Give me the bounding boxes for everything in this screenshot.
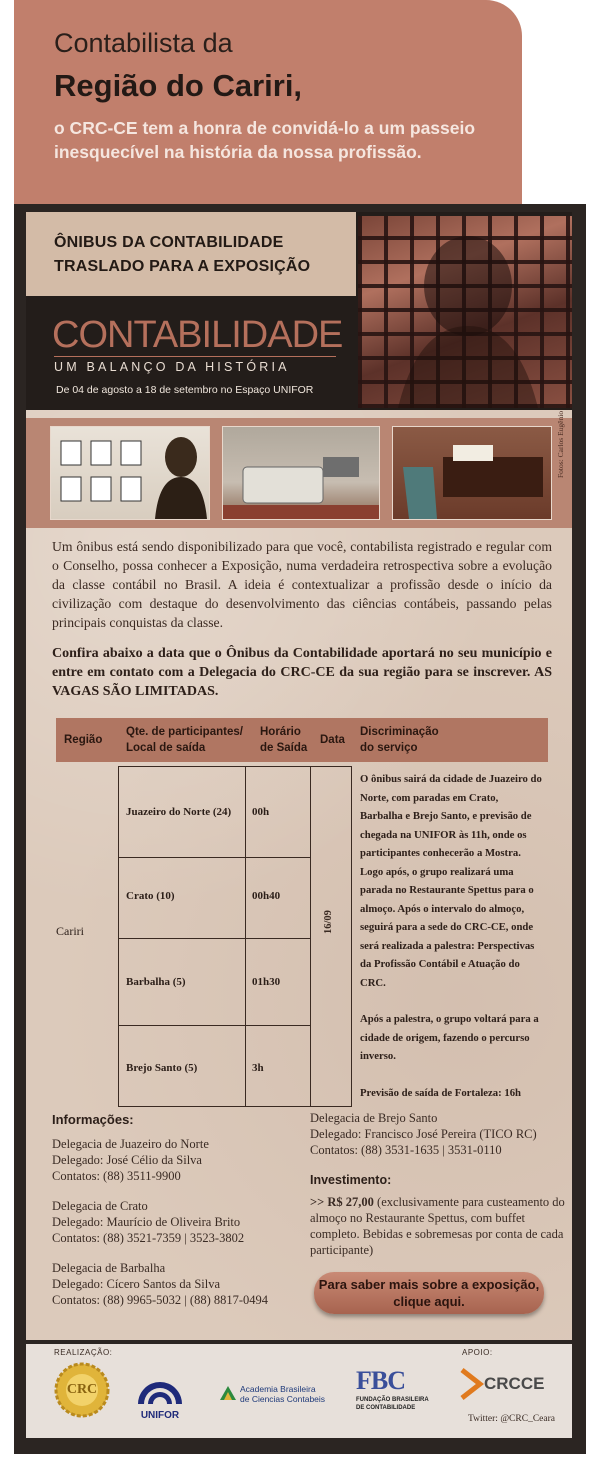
- delegacia-name: Delegacia de Juazeiro do Norte: [52, 1137, 209, 1151]
- th-qte: [126, 724, 243, 756]
- table-row-time: 00h: [252, 806, 270, 818]
- desc-paragraph-2: Após a palestra, o grupo voltará para a cidade de origem, fazendo o percurso inverso.: [360, 1013, 539, 1062]
- photo-strip: [26, 410, 572, 528]
- delegacia-name: Delegacia de Barbalha: [52, 1261, 166, 1275]
- learn-more-button[interactable]: [314, 1272, 544, 1314]
- crcce-text: CRCCE: [484, 1374, 545, 1393]
- exhibit-subtitle: UM BALANÇO DA HISTÓRIA: [54, 360, 290, 374]
- th-disc-line2: do serviço: [360, 742, 418, 754]
- exhibit-divider: [54, 356, 336, 357]
- info-title: Informações:: [52, 1112, 134, 1127]
- desc-paragraph-1: O ônibus sairá da cidade de Juazeiro do Norte, com paradas em Crato, Barbalha e Brejo Santo, e previsão de chegada na UNIFOR às 11h, onde os participantes conhecerão a Mostra. Logo após, o grupo realizará uma parada no Restaurante Spettus para o almoço. Após o intervalo do almoço, seguirá para a sede do CRC-CE, onde será realizada a palestra: Perspectivas da Profissão Contábil e Atuação do CRC.: [360, 773, 542, 989]
- exhibit-dates: De 04 de agosto a 18 de setembro no Espaço UNIFOR: [56, 384, 314, 396]
- header-line2: Região do Cariri,: [54, 68, 303, 103]
- contatos: Contatos: (88) 3521-7359 | 3523-3802: [52, 1231, 245, 1245]
- unifor-text: UNIFOR: [140, 1410, 180, 1421]
- region-cell: Cariri: [56, 924, 84, 938]
- th-horario: [260, 724, 307, 756]
- crc-seal-logo: [54, 1362, 110, 1423]
- abc-logo: [218, 1384, 326, 1409]
- th-disc-line1: Discriminação: [360, 726, 439, 738]
- date-cell: 16/09: [323, 910, 334, 934]
- investimento-price: >> R$ 27,00: [310, 1195, 374, 1209]
- fbc-logo: [356, 1366, 429, 1412]
- th-regiao: Região: [64, 734, 103, 746]
- th-horario-line1: Horário: [260, 726, 301, 738]
- sponsor-footer: [26, 1344, 572, 1438]
- intro-paragraph: Um ônibus está sendo disponibilizado para que você, contabilista registrado e regular com o Conselho, possa conhecer a Exposição, numa verdadeira retrospectiva sobre a evolução da classe contábil no Brasil. A ideia é contextualizar a profissão desde o início da civilização com destaque do desenvolvimento das ciências contábeis, passando pelas principais conquistas da classe.: [52, 539, 552, 630]
- th-data: Data: [320, 734, 345, 746]
- investimento-title: Investimento:: [310, 1173, 392, 1187]
- desc-paragraph-3: Previsão de saída de Fortaleza: 16h: [360, 1086, 521, 1099]
- abc-text-line2: de Ciencias Contabeis: [240, 1394, 326, 1404]
- table-row: Crato (10): [126, 890, 175, 902]
- table-header: [56, 718, 548, 762]
- th-horario-line2: de Saída: [260, 742, 308, 754]
- delegacia-crato: [52, 1198, 292, 1246]
- cta-line1: Para saber mais sobre a exposição,: [318, 1277, 540, 1292]
- delegacia-name: Delegacia de Crato: [52, 1199, 148, 1213]
- delegado: Delegado: José Célio da Silva: [52, 1153, 202, 1167]
- apoio-label: APOIO:: [462, 1348, 493, 1357]
- header-tab: [14, 0, 522, 214]
- confira-paragraph: Confira abaixo a data que o Ônibus da Contabilidade aportará no seu município e entre em contato com a Delegacia do CRC-CE da sua região para se inscrever. AS VAGAS SÃO LIMITADAS.: [52, 646, 552, 699]
- investimento-text: [310, 1194, 572, 1258]
- investimento-details: (exclusivamente para custeamento do almoço no Restaurante Spettus, com buffet completo. Bebidas e sobremesas por conta de cada participante): [310, 1195, 565, 1257]
- fbc-text-line1: FUNDAÇÃO BRASILEIRA: [356, 1397, 429, 1403]
- table-row-time: 01h30: [252, 976, 281, 988]
- fbc-text-line2: DE CONTABILIDADE: [356, 1405, 416, 1411]
- photo-credit: Fotos: Carlos Eugênio: [556, 410, 565, 478]
- contatos: Contatos: (88) 3531-1635 | 3531-0110: [310, 1143, 502, 1157]
- th-qte-line2: Local de saída: [126, 742, 206, 754]
- stained-glass-image: [358, 216, 572, 408]
- contatos: Contatos: (88) 3511-9900: [52, 1169, 181, 1183]
- crcce-logo: [458, 1366, 545, 1407]
- photo-desk-chair: [392, 426, 552, 520]
- table-row-time: 3h: [252, 1062, 264, 1074]
- delegado: Delegado: Cícero Santos da Silva: [52, 1277, 221, 1291]
- table-row: Brejo Santo (5): [126, 1062, 198, 1074]
- bus-title-line1: ÔNIBUS DA CONTABILIDADE: [54, 234, 284, 251]
- realizacao-label: REALIZAÇÃO:: [54, 1348, 113, 1357]
- abc-text: [240, 1384, 325, 1404]
- service-description: [360, 770, 542, 1102]
- delegado: Delegado: Francisco José Pereira (TICO RC): [310, 1127, 537, 1141]
- delegacia-brejo-santo: [310, 1110, 572, 1158]
- th-qte-line1: Qte. de participantes/: [126, 726, 243, 738]
- cta-line2: clique aqui.: [393, 1294, 465, 1309]
- table-cell: [310, 766, 352, 1107]
- unifor-logo: [130, 1366, 190, 1421]
- header-line1: Contabilista da: [54, 28, 233, 58]
- info-column-right: [310, 1110, 572, 1258]
- photo-typewriters: [222, 426, 380, 520]
- table-row: Juazeiro do Norte (24): [126, 806, 232, 818]
- delegacia-juazeiro: [52, 1136, 292, 1184]
- delegacia-name: Delegacia de Brejo Santo: [310, 1111, 438, 1125]
- paper-background: [26, 212, 572, 1340]
- info-column-left: [52, 1112, 292, 1322]
- content-frame: [14, 204, 586, 1454]
- fbc-mark: FBC: [356, 1366, 405, 1395]
- header-line3: o CRC-CE tem a honra de convidá-lo a um passeio inesquecível na história da nossa profissão.: [54, 118, 476, 162]
- bus-title-box: [26, 212, 356, 296]
- fbc-text: [356, 1396, 429, 1412]
- exhibition-banner: [26, 212, 572, 410]
- table-row-time: 00h40: [252, 890, 281, 902]
- delegado: Delegado: Maurício de Oliveira Brito: [52, 1215, 241, 1229]
- crc-seal-text: CRC: [66, 1382, 98, 1397]
- bus-title-line2: TRASLADO PARA A EXPOSIÇÃO: [54, 258, 311, 275]
- th-disc: [360, 724, 439, 756]
- contatos: Contatos: (88) 9965-5032 | (88) 8817-0494: [52, 1293, 269, 1307]
- abc-text-line1: Academia Brasileira: [240, 1384, 316, 1394]
- exhibit-title: CONTABILIDADE: [52, 314, 343, 356]
- delegacia-barbalha: [52, 1260, 292, 1308]
- twitter-handle[interactable]: Twitter: @CRC_Ceara: [468, 1414, 555, 1424]
- table-row: Barbalha (5): [126, 976, 186, 988]
- photo-portraits-bust: [50, 426, 210, 520]
